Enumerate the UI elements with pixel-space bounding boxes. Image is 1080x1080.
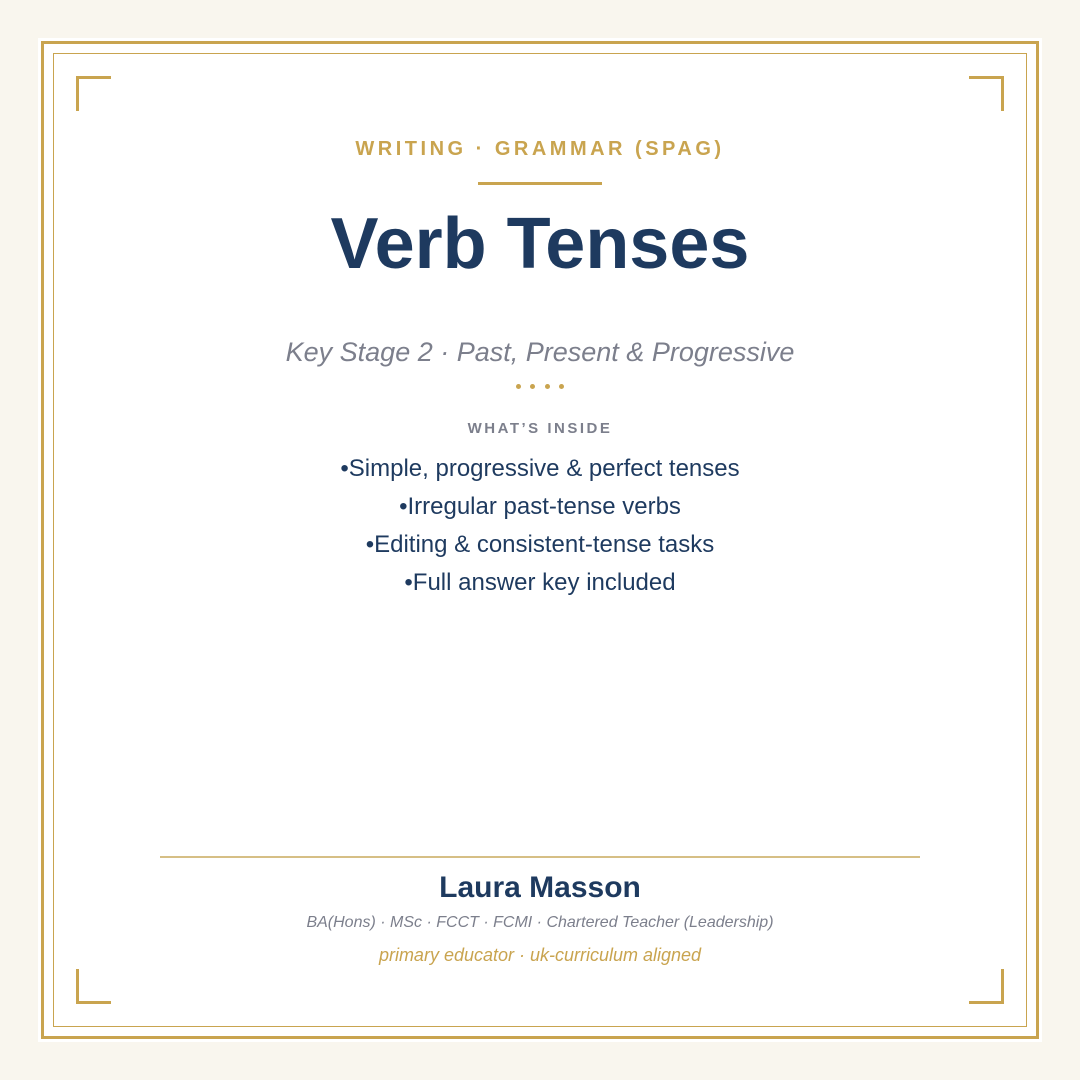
divider-dot [516,384,521,389]
corner-bracket-top-left [76,76,111,111]
feature-item: • Full answer key included [38,564,1042,602]
divider-dot [530,384,535,389]
corner-bracket-top-right [969,76,1004,111]
cover-card [38,38,1042,1042]
dot-divider [516,384,564,390]
feature-list [38,450,1042,602]
feature-item: • Simple, progressive & perfect tenses [38,450,1042,488]
corner-bracket-bottom-right [969,969,1004,1004]
whats-inside-label: WHAT’S INSIDE [467,420,613,437]
feature-item: • Irregular past-tense verbs [38,488,1042,526]
corner-bracket-bottom-left [76,969,111,1004]
subtitle: Key Stage 2 · Past, Present & Progressive [285,337,795,367]
divider-dot [545,384,550,389]
category-eyebrow: WRITING · GRAMMAR (SPAG) [355,138,725,160]
divider-dot [559,384,564,389]
author-tagline: primary educator · uk-curriculum aligned [378,945,702,965]
author-name: Laura Masson [439,871,641,904]
page-title: Verb Tenses [330,204,750,284]
author-credentials: BA(Hons) · MSc · FCCT · FCMI · Chartered Teacher (Leadership) [306,914,774,931]
feature-item: • Editing & consistent-tense tasks [38,526,1042,564]
footer-divider [160,856,920,858]
eyebrow-divider [478,182,602,185]
